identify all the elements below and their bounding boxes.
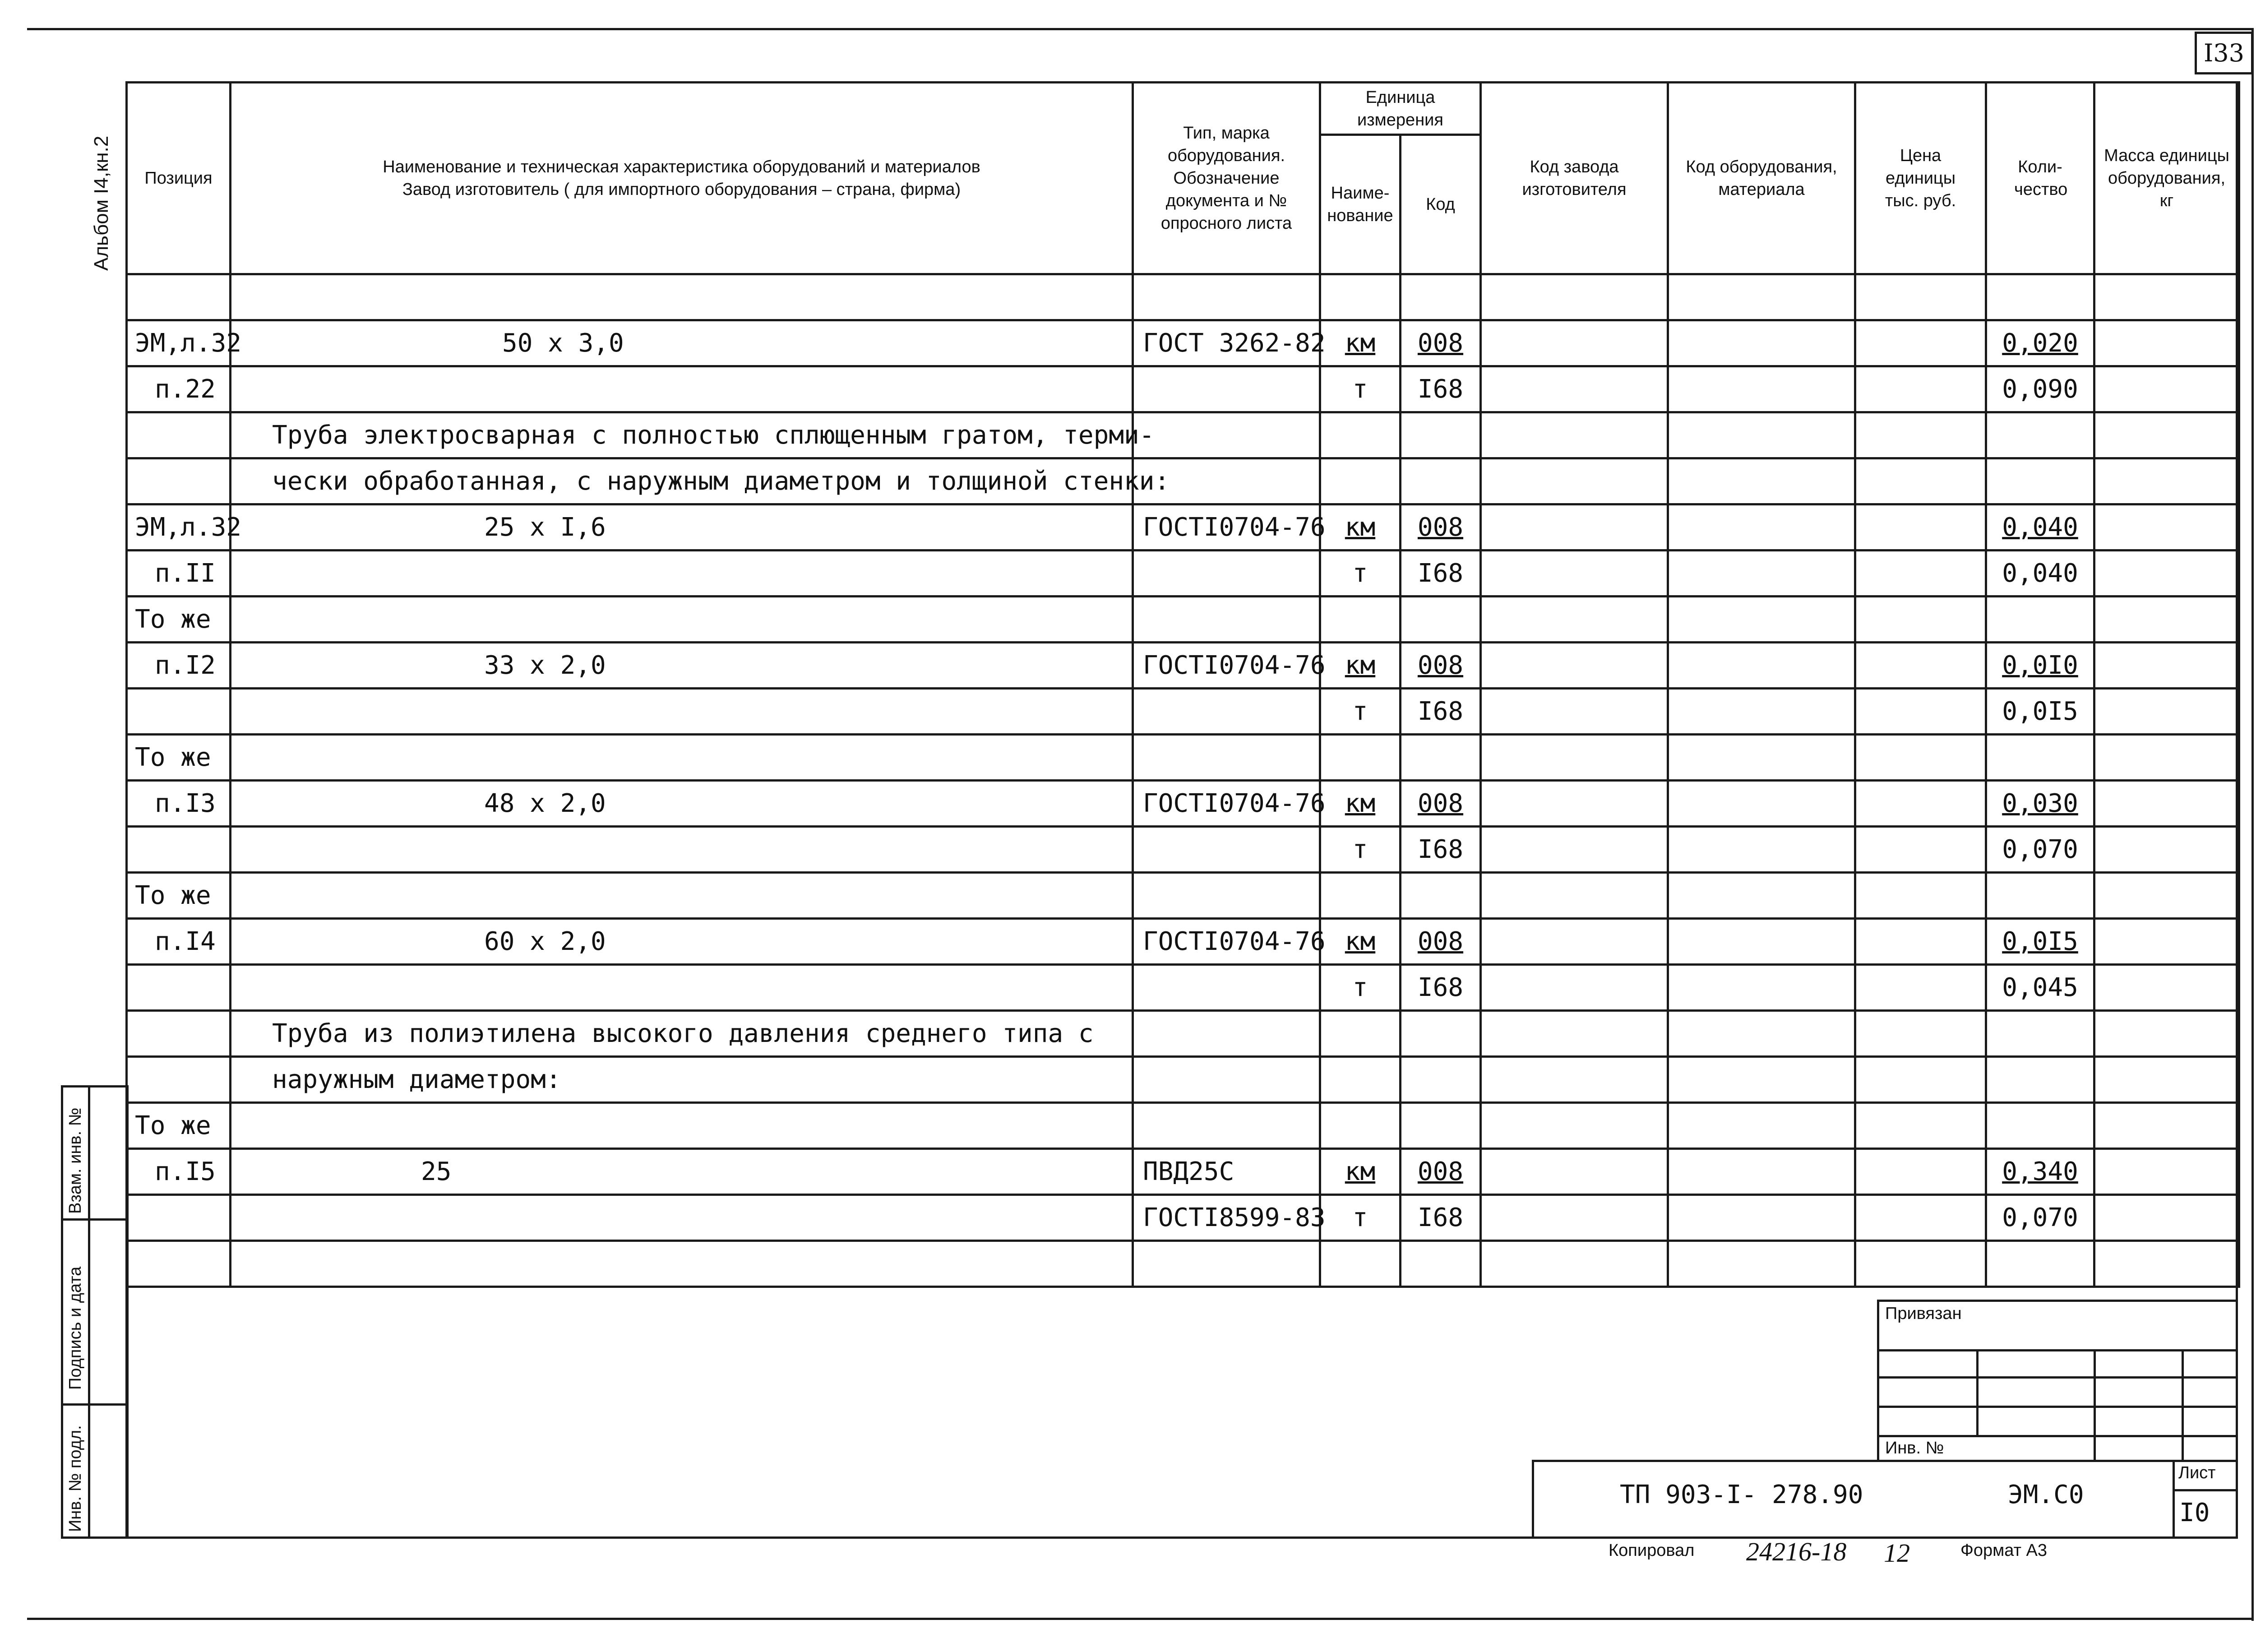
cell-code: 008 bbox=[1401, 1149, 1481, 1195]
header-unit-name: Наиме- нование bbox=[1320, 135, 1401, 274]
table-row bbox=[127, 643, 2239, 689]
cell-price bbox=[1855, 320, 1986, 366]
cell-factory bbox=[1481, 274, 1668, 320]
cell-factory bbox=[1481, 597, 1668, 643]
order-number-2: 12 bbox=[1884, 1538, 1910, 1568]
side-field-replace: Взам. инв. № bbox=[66, 1107, 85, 1214]
cell-code bbox=[1401, 1057, 1481, 1103]
cell-position bbox=[127, 1011, 231, 1057]
cell-quantity: 0,340 bbox=[1986, 1149, 2094, 1195]
table-row bbox=[127, 458, 2239, 504]
order-number: 24216-18 bbox=[1746, 1537, 1847, 1566]
cell-equipment bbox=[1668, 1057, 1855, 1103]
cell-factory bbox=[1481, 781, 1668, 827]
cell-unit bbox=[1320, 1103, 1401, 1149]
cell-unit bbox=[1320, 412, 1401, 458]
sheet-value: I0 bbox=[2179, 1498, 2210, 1527]
cell-name: 60 х 2,0 bbox=[231, 919, 1133, 965]
cell-mass bbox=[2094, 504, 2239, 551]
cell-unit: т bbox=[1320, 1195, 1401, 1241]
cell-type bbox=[1133, 366, 1320, 412]
side-field-signature: Подпись и дата bbox=[66, 1266, 85, 1390]
header-equipment-code: Код оборудования, материала bbox=[1668, 83, 1855, 274]
cell-equipment bbox=[1668, 827, 1855, 873]
cell-mass bbox=[2094, 597, 2239, 643]
side-stamp-col bbox=[88, 1085, 90, 1539]
cell-quantity: 0,0I5 bbox=[1986, 919, 2094, 965]
cell-type bbox=[1133, 551, 1320, 597]
binding-stamp bbox=[1877, 1300, 2238, 1462]
binding-row-line-3 bbox=[1877, 1406, 2238, 1408]
table-row bbox=[127, 919, 2239, 965]
bottom-border-line bbox=[27, 1618, 2254, 1620]
header-mass: Масса единицы оборудования, кг bbox=[2094, 83, 2239, 274]
cell-unit bbox=[1320, 873, 1401, 919]
cell-quantity bbox=[1986, 412, 2094, 458]
cell-mass bbox=[2094, 320, 2239, 366]
header-position: Позиция bbox=[127, 83, 231, 274]
side-field-inventory: Инв. № подл. bbox=[66, 1425, 85, 1532]
cell-position bbox=[127, 412, 231, 458]
cell-code: 008 bbox=[1401, 919, 1481, 965]
binding-col-line-3 bbox=[2182, 1349, 2184, 1462]
cell-factory bbox=[1481, 689, 1668, 735]
title-block-sheet-divider bbox=[2173, 1460, 2175, 1539]
cell-mass bbox=[2094, 412, 2239, 458]
cell-mass bbox=[2094, 1241, 2239, 1287]
cell-code bbox=[1401, 735, 1481, 781]
cell-factory bbox=[1481, 1241, 1668, 1287]
cell-mass bbox=[2094, 919, 2239, 965]
cell-code: I68 bbox=[1401, 965, 1481, 1011]
cell-factory bbox=[1481, 643, 1668, 689]
header-name-line1: Наименование и техническая характеристика оборудований и материалов bbox=[383, 157, 980, 176]
cell-unit: км bbox=[1320, 320, 1401, 366]
cell-code bbox=[1401, 873, 1481, 919]
cell-equipment bbox=[1668, 781, 1855, 827]
cell-position bbox=[127, 274, 231, 320]
cell-unit bbox=[1320, 458, 1401, 504]
cell-position: То же bbox=[127, 1103, 231, 1149]
table-row bbox=[127, 1103, 2239, 1149]
table-row bbox=[127, 827, 2239, 873]
cell-type bbox=[1133, 689, 1320, 735]
binding-row-line-1 bbox=[1877, 1349, 2238, 1351]
cell-type bbox=[1133, 274, 1320, 320]
cell-price bbox=[1855, 827, 1986, 873]
cell-factory bbox=[1481, 366, 1668, 412]
cell-price bbox=[1855, 412, 1986, 458]
table-row bbox=[127, 1195, 2239, 1241]
cell-price bbox=[1855, 643, 1986, 689]
cell-quantity: 0,090 bbox=[1986, 366, 2094, 412]
cell-quantity bbox=[1986, 597, 2094, 643]
cell-mass bbox=[2094, 1011, 2239, 1057]
cell-factory bbox=[1481, 320, 1668, 366]
top-border-line bbox=[27, 28, 2254, 30]
copied-label: Копировал bbox=[1609, 1541, 1695, 1560]
cell-name: 25 х I,6 bbox=[231, 504, 1133, 551]
cell-code bbox=[1401, 1103, 1481, 1149]
cell-quantity: 0,045 bbox=[1986, 965, 2094, 1011]
cell-name: 25 bbox=[231, 1149, 1133, 1195]
cell-equipment bbox=[1668, 643, 1855, 689]
cell-factory bbox=[1481, 1149, 1668, 1195]
cell-position: п.I4 bbox=[127, 919, 231, 965]
cell-mass bbox=[2094, 1103, 2239, 1149]
cell-mass bbox=[2094, 689, 2239, 735]
cell-mass bbox=[2094, 551, 2239, 597]
table-row bbox=[127, 597, 2239, 643]
cell-factory bbox=[1481, 551, 1668, 597]
cell-price bbox=[1855, 504, 1986, 551]
side-stamp-divider-2 bbox=[61, 1403, 129, 1406]
cell-code: I68 bbox=[1401, 689, 1481, 735]
cell-price bbox=[1855, 1103, 1986, 1149]
cell-price bbox=[1855, 873, 1986, 919]
format-label: Формат А3 bbox=[1960, 1541, 2048, 1560]
cell-equipment bbox=[1668, 873, 1855, 919]
cell-position: п.I5 bbox=[127, 1149, 231, 1195]
binding-row-line-4 bbox=[1877, 1435, 2238, 1437]
cell-unit: км bbox=[1320, 919, 1401, 965]
table-row bbox=[127, 551, 2239, 597]
cell-quantity bbox=[1986, 458, 2094, 504]
table-row bbox=[127, 781, 2239, 827]
cell-price bbox=[1855, 1149, 1986, 1195]
cell-name bbox=[231, 827, 1133, 873]
cell-code: 008 bbox=[1401, 320, 1481, 366]
cell-unit: км bbox=[1320, 781, 1401, 827]
header-factory-code: Код завода изготовителя bbox=[1481, 83, 1668, 274]
cell-mass bbox=[2094, 1057, 2239, 1103]
cell-price bbox=[1855, 1057, 1986, 1103]
cell-name: Труба из полиэтилена высокого давления среднего типа с bbox=[231, 1011, 1133, 1057]
cell-factory bbox=[1481, 412, 1668, 458]
cell-mass bbox=[2094, 781, 2239, 827]
cell-equipment bbox=[1668, 274, 1855, 320]
cell-name: чески обработанная, с наружным диаметром и толщиной стенки: bbox=[231, 458, 1133, 504]
cell-position bbox=[127, 827, 231, 873]
inventory-label: Инв. № bbox=[1885, 1439, 1944, 1458]
cell-code bbox=[1401, 1011, 1481, 1057]
cell-unit: км bbox=[1320, 643, 1401, 689]
cell-position: п.22 bbox=[127, 366, 231, 412]
specification-table bbox=[125, 81, 2240, 1288]
cell-name bbox=[231, 1241, 1133, 1287]
cell-quantity: 0,040 bbox=[1986, 504, 2094, 551]
header-price: Цена единицы тыс. руб. bbox=[1855, 83, 1986, 274]
cell-price bbox=[1855, 781, 1986, 827]
cell-name: 33 х 2,0 bbox=[231, 643, 1133, 689]
table-row bbox=[127, 274, 2239, 320]
cell-name bbox=[231, 366, 1133, 412]
cell-code bbox=[1401, 274, 1481, 320]
cell-code: I68 bbox=[1401, 366, 1481, 412]
document-suffix: ЭМ.С0 bbox=[2008, 1480, 2084, 1509]
cell-factory bbox=[1481, 504, 1668, 551]
cell-unit: т bbox=[1320, 965, 1401, 1011]
cell-factory bbox=[1481, 827, 1668, 873]
cell-quantity: 0,040 bbox=[1986, 551, 2094, 597]
cell-unit bbox=[1320, 274, 1401, 320]
cell-quantity: 0,020 bbox=[1986, 320, 2094, 366]
cell-equipment bbox=[1668, 1149, 1855, 1195]
cell-type bbox=[1133, 597, 1320, 643]
cell-quantity bbox=[1986, 1057, 2094, 1103]
cell-type bbox=[1133, 1057, 1320, 1103]
header-unit-code: Код bbox=[1401, 135, 1481, 274]
cell-name bbox=[231, 597, 1133, 643]
cell-mass bbox=[2094, 1195, 2239, 1241]
table-row bbox=[127, 504, 2239, 551]
cell-equipment bbox=[1668, 1241, 1855, 1287]
cell-quantity: 0,0I0 bbox=[1986, 643, 2094, 689]
cell-mass bbox=[2094, 274, 2239, 320]
cell-position bbox=[127, 1057, 231, 1103]
cell-factory bbox=[1481, 1011, 1668, 1057]
right-border-line bbox=[2251, 28, 2254, 1621]
cell-equipment bbox=[1668, 1195, 1855, 1241]
cell-position: ЭМ,л.32 bbox=[127, 504, 231, 551]
cell-factory bbox=[1481, 919, 1668, 965]
table-row bbox=[127, 320, 2239, 366]
cell-mass bbox=[2094, 1149, 2239, 1195]
cell-code: 008 bbox=[1401, 781, 1481, 827]
cell-price bbox=[1855, 1195, 1986, 1241]
table-row bbox=[127, 1057, 2239, 1103]
cell-unit: км bbox=[1320, 1149, 1401, 1195]
header-type: Тип, марка оборудования. Обозначение документа и № опросного листа bbox=[1133, 83, 1320, 274]
cell-name bbox=[231, 873, 1133, 919]
cell-mass bbox=[2094, 366, 2239, 412]
cell-factory bbox=[1481, 873, 1668, 919]
cell-code: 008 bbox=[1401, 643, 1481, 689]
cell-factory bbox=[1481, 965, 1668, 1011]
table-row bbox=[127, 873, 2239, 919]
cell-mass bbox=[2094, 827, 2239, 873]
cell-code: 008 bbox=[1401, 504, 1481, 551]
cell-equipment bbox=[1668, 735, 1855, 781]
binding-col-line-2 bbox=[2094, 1349, 2096, 1462]
cell-unit: т bbox=[1320, 689, 1401, 735]
cell-name bbox=[231, 735, 1133, 781]
header-quantity: Коли- чество bbox=[1986, 83, 2094, 274]
cell-type bbox=[1133, 827, 1320, 873]
cell-equipment bbox=[1668, 965, 1855, 1011]
cell-name bbox=[231, 965, 1133, 1011]
cell-equipment bbox=[1668, 1011, 1855, 1057]
cell-name: Труба электросварная с полностью сплющенным гратом, терми- bbox=[231, 412, 1133, 458]
cell-mass bbox=[2094, 965, 2239, 1011]
cell-position: То же bbox=[127, 873, 231, 919]
cell-type: ГОСТI0704-76 bbox=[1133, 781, 1320, 827]
cell-code: I68 bbox=[1401, 551, 1481, 597]
cell-equipment bbox=[1668, 504, 1855, 551]
cell-quantity: 0,070 bbox=[1986, 827, 2094, 873]
header-name bbox=[231, 83, 1133, 274]
cell-mass bbox=[2094, 458, 2239, 504]
cell-quantity: 0,070 bbox=[1986, 1195, 2094, 1241]
cell-unit: т bbox=[1320, 366, 1401, 412]
cell-price bbox=[1855, 1241, 1986, 1287]
cell-equipment bbox=[1668, 1103, 1855, 1149]
cell-unit: км bbox=[1320, 504, 1401, 551]
cell-mass bbox=[2094, 735, 2239, 781]
cell-type: ГОСТI8599-83 bbox=[1133, 1195, 1320, 1241]
cell-name: 48 х 2,0 bbox=[231, 781, 1133, 827]
cell-price bbox=[1855, 274, 1986, 320]
cell-code bbox=[1401, 597, 1481, 643]
cell-mass bbox=[2094, 643, 2239, 689]
table-row bbox=[127, 412, 2239, 458]
cell-quantity: 0,030 bbox=[1986, 781, 2094, 827]
table-body bbox=[127, 274, 2239, 1287]
cell-type: ГОСТI0704-76 bbox=[1133, 643, 1320, 689]
cell-quantity bbox=[1986, 735, 2094, 781]
header-name-line2: Завод изготовитель ( для импортного оборудования – страна, фирма) bbox=[402, 180, 961, 199]
cell-factory bbox=[1481, 1103, 1668, 1149]
cell-factory bbox=[1481, 735, 1668, 781]
cell-type bbox=[1133, 873, 1320, 919]
cell-name bbox=[231, 274, 1133, 320]
cell-unit: т bbox=[1320, 827, 1401, 873]
cell-position: То же bbox=[127, 597, 231, 643]
cell-type: ГОСТ 3262-82 bbox=[1133, 320, 1320, 366]
side-stamp-divider-1 bbox=[61, 1218, 129, 1221]
table-row bbox=[127, 366, 2239, 412]
cell-quantity bbox=[1986, 1103, 2094, 1149]
cell-unit bbox=[1320, 735, 1401, 781]
cell-name bbox=[231, 1195, 1133, 1241]
cell-code bbox=[1401, 458, 1481, 504]
table-row bbox=[127, 1149, 2239, 1195]
cell-type bbox=[1133, 965, 1320, 1011]
table-row bbox=[127, 965, 2239, 1011]
cell-price bbox=[1855, 458, 1986, 504]
table-row bbox=[127, 1241, 2239, 1287]
cell-equipment bbox=[1668, 412, 1855, 458]
cell-type bbox=[1133, 1011, 1320, 1057]
cell-factory bbox=[1481, 1057, 1668, 1103]
cell-unit bbox=[1320, 1241, 1401, 1287]
cell-unit bbox=[1320, 1011, 1401, 1057]
cell-position bbox=[127, 689, 231, 735]
cell-equipment bbox=[1668, 597, 1855, 643]
cell-equipment bbox=[1668, 551, 1855, 597]
cell-equipment bbox=[1668, 366, 1855, 412]
sheet-label: Лист bbox=[2178, 1463, 2216, 1482]
cell-price bbox=[1855, 597, 1986, 643]
cell-name bbox=[231, 689, 1133, 735]
cell-quantity bbox=[1986, 1011, 2094, 1057]
cell-position: п.I2 bbox=[127, 643, 231, 689]
cell-price bbox=[1855, 1011, 1986, 1057]
document-code: ТП 903-I- 278.90 bbox=[1620, 1480, 1863, 1509]
cell-price bbox=[1855, 919, 1986, 965]
cell-quantity bbox=[1986, 274, 2094, 320]
header-row bbox=[127, 83, 2239, 135]
album-label: Альбом I4,кн.2 bbox=[90, 135, 112, 271]
cell-name bbox=[231, 551, 1133, 597]
cell-factory bbox=[1481, 458, 1668, 504]
cell-equipment bbox=[1668, 320, 1855, 366]
cell-code bbox=[1401, 1241, 1481, 1287]
cell-unit bbox=[1320, 1057, 1401, 1103]
cell-equipment bbox=[1668, 458, 1855, 504]
cell-position: п.II bbox=[127, 551, 231, 597]
page-number: I33 bbox=[2195, 32, 2253, 74]
cell-price bbox=[1855, 735, 1986, 781]
cell-quantity: 0,0I5 bbox=[1986, 689, 2094, 735]
cell-position bbox=[127, 458, 231, 504]
cell-mass bbox=[2094, 873, 2239, 919]
cell-unit bbox=[1320, 597, 1401, 643]
binding-row-line-2 bbox=[1877, 1376, 2238, 1379]
cell-code: I68 bbox=[1401, 1195, 1481, 1241]
binding-col-line-1 bbox=[1976, 1349, 1979, 1435]
cell-quantity bbox=[1986, 873, 2094, 919]
cell-position bbox=[127, 1241, 231, 1287]
cell-position: п.I3 bbox=[127, 781, 231, 827]
cell-price bbox=[1855, 965, 1986, 1011]
table-row bbox=[127, 1011, 2239, 1057]
title-block-sheet-row bbox=[2173, 1489, 2238, 1491]
cell-unit: т bbox=[1320, 551, 1401, 597]
cell-price bbox=[1855, 551, 1986, 597]
cell-position bbox=[127, 965, 231, 1011]
cell-price bbox=[1855, 689, 1986, 735]
cell-position bbox=[127, 1195, 231, 1241]
cell-equipment bbox=[1668, 919, 1855, 965]
cell-type: ПВД25С bbox=[1133, 1149, 1320, 1195]
cell-quantity bbox=[1986, 1241, 2094, 1287]
header-unit-group: Единица измерения bbox=[1320, 83, 1481, 135]
cell-name bbox=[231, 1103, 1133, 1149]
cell-code bbox=[1401, 412, 1481, 458]
cell-type bbox=[1133, 1103, 1320, 1149]
cell-position: То же bbox=[127, 735, 231, 781]
table-row bbox=[127, 689, 2239, 735]
cell-type: ГОСТI0704-76 bbox=[1133, 504, 1320, 551]
cell-position: ЭМ,л.32 bbox=[127, 320, 231, 366]
cell-type bbox=[1133, 735, 1320, 781]
cell-factory bbox=[1481, 1195, 1668, 1241]
cell-type: ГОСТI0704-76 bbox=[1133, 919, 1320, 965]
cell-name: наружным диаметром: bbox=[231, 1057, 1133, 1103]
cell-code: I68 bbox=[1401, 827, 1481, 873]
cell-type bbox=[1133, 1241, 1320, 1287]
binding-label: Привязан bbox=[1885, 1304, 1962, 1323]
table-row bbox=[127, 735, 2239, 781]
cell-equipment bbox=[1668, 689, 1855, 735]
cell-type bbox=[1133, 412, 1320, 458]
cell-price bbox=[1855, 366, 1986, 412]
cell-name: 50 х 3,0 bbox=[231, 320, 1133, 366]
